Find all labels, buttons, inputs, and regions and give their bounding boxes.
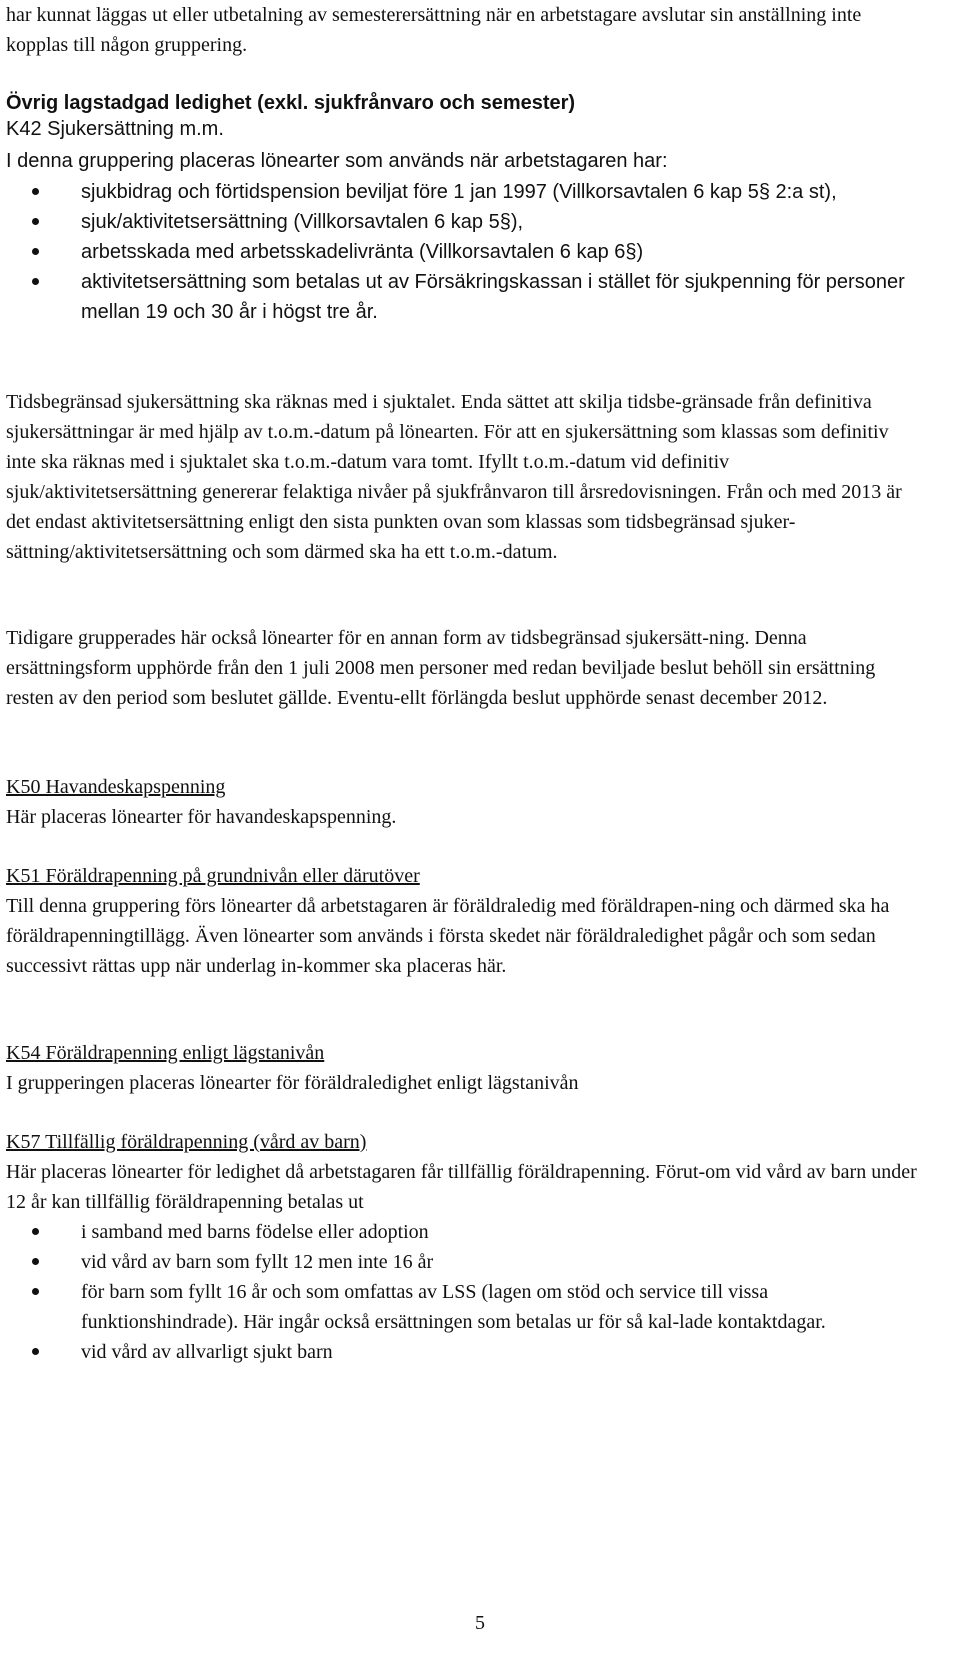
bullet-icon: [32, 1288, 39, 1295]
k42-list: [6, 177, 921, 327]
bullet-icon: [32, 218, 39, 225]
k50-title: K50 Havandeskapspenning: [6, 776, 226, 798]
k50-text: Här placeras lönearter för havandeskapspenning.: [6, 806, 397, 828]
list-item: i samband med barns födelse eller adoption: [6, 1217, 921, 1247]
k54-text: I grupperingen placeras lönearter för föräldraledighet enligt lägstanivån: [6, 1072, 579, 1094]
list-item: sjuk/aktivitetsersättning (Villkorsavtalen 6 kap 5§),: [6, 207, 921, 237]
bullet-icon: [32, 1348, 39, 1355]
bullet-icon: [32, 1228, 39, 1235]
k42-paragraph-1: Tidsbegränsad sjukersättning ska räknas med i sjuktalet. Enda sättet att skilja tidsbe-gränsade från definitiva sjukersättningar är med hjälp av t.o.m.-datum på lönearten. För att en sjukersättning som klassas som definitiv inte ska räknas med i sjuktalet ska t.o.m.-datum vara tomt. Ifyllt t.o.m.-datum vid definitiv sjuk/aktivitetsersättning genererar felaktiga nivåer på sjukfrånvaron till årsredovisningen. Från och med 2013 är det endast aktivitetsersättning enligt den sista punkten ovan som klassas som tidsbegränsad sjuker-sättning/aktivitetsersättning och som därmed ska ha ett t.o.m.-datum.: [6, 391, 902, 563]
bullet-icon: [32, 278, 39, 285]
k42-lead: I denna gruppering placeras lönearter som används när arbetstagaren har:: [6, 150, 668, 172]
list-item: aktivitetsersättning som betalas ut av Försäkringskassan i stället för sjukpenning för personer mellan 19 och 30 år i högst tre år.: [6, 267, 921, 327]
bullet-icon: [32, 1258, 39, 1265]
k57-title: K57 Tillfällig föräldrapenning (vård av barn): [6, 1131, 367, 1153]
list-item: vid vård av barn som fyllt 12 men inte 16 år: [6, 1247, 921, 1277]
k42-paragraph-2: Tidigare grupperades här också lönearter för en annan form av tidsbegränsad sjukersätt-ning. Denna ersättningsform upphörde från den 1 juli 2008 men personer med redan beviljade beslut behöll sin ersättning resten av den period som beslutet gällde. Eventu-ellt förlängda beslut upphörde senast december 2012.: [6, 627, 876, 709]
page-number: 5: [475, 1612, 485, 1634]
bullet-icon: [32, 248, 39, 255]
k57-list: [6, 1217, 921, 1367]
intro-paragraph: har kunnat läggas ut eller utbetalning av semesterersättning när en arbetstagare avslutar sin anställning inte kopplas till någon gruppering.: [6, 4, 862, 56]
list-item: arbetsskada med arbetsskadelivränta (Villkorsavtalen 6 kap 6§): [6, 237, 921, 267]
bullet-icon: [32, 188, 39, 195]
k51-title: K51 Föräldrapenning på grundnivån eller därutöver: [6, 865, 420, 887]
section-heading: Övrig lagstadgad ledighet (exkl. sjukfrånvaro och semester): [6, 92, 576, 114]
k51-text: Till denna gruppering förs lönearter då arbetstagaren är föräldraledig med föräldrapen-ning och därmed ska ha föräldrapenningtillägg. Även lönearter som används i första skedet när föräldraledighet pågår och som sedan successivt rättas upp när underlag in-kommer ska placeras här.: [6, 895, 890, 977]
list-item: vid vård av allvarligt sjukt barn: [6, 1337, 921, 1367]
list-item: sjukbidrag och förtidspension beviljat före 1 jan 1997 (Villkorsavtalen 6 kap 5§ 2:a st),: [6, 177, 921, 207]
list-item: för barn som fyllt 16 år och som omfattas av LSS (lagen om stöd och service till vissa funktionshindrade). Här ingår också ersättningen som betalas ur för så kal-lade kontaktdagar.: [6, 1277, 921, 1337]
k42-title: K42 Sjukersättning m.m.: [6, 118, 224, 140]
k54-title: K54 Föräldrapenning enligt lägstanivån: [6, 1042, 325, 1064]
k57-text: Här placeras lönearter för ledighet då arbetstagaren får tillfällig föräldrapenning. Förut-om vid vård av barn under 12 år kan tillfällig föräldrapenning betalas ut: [6, 1161, 917, 1213]
